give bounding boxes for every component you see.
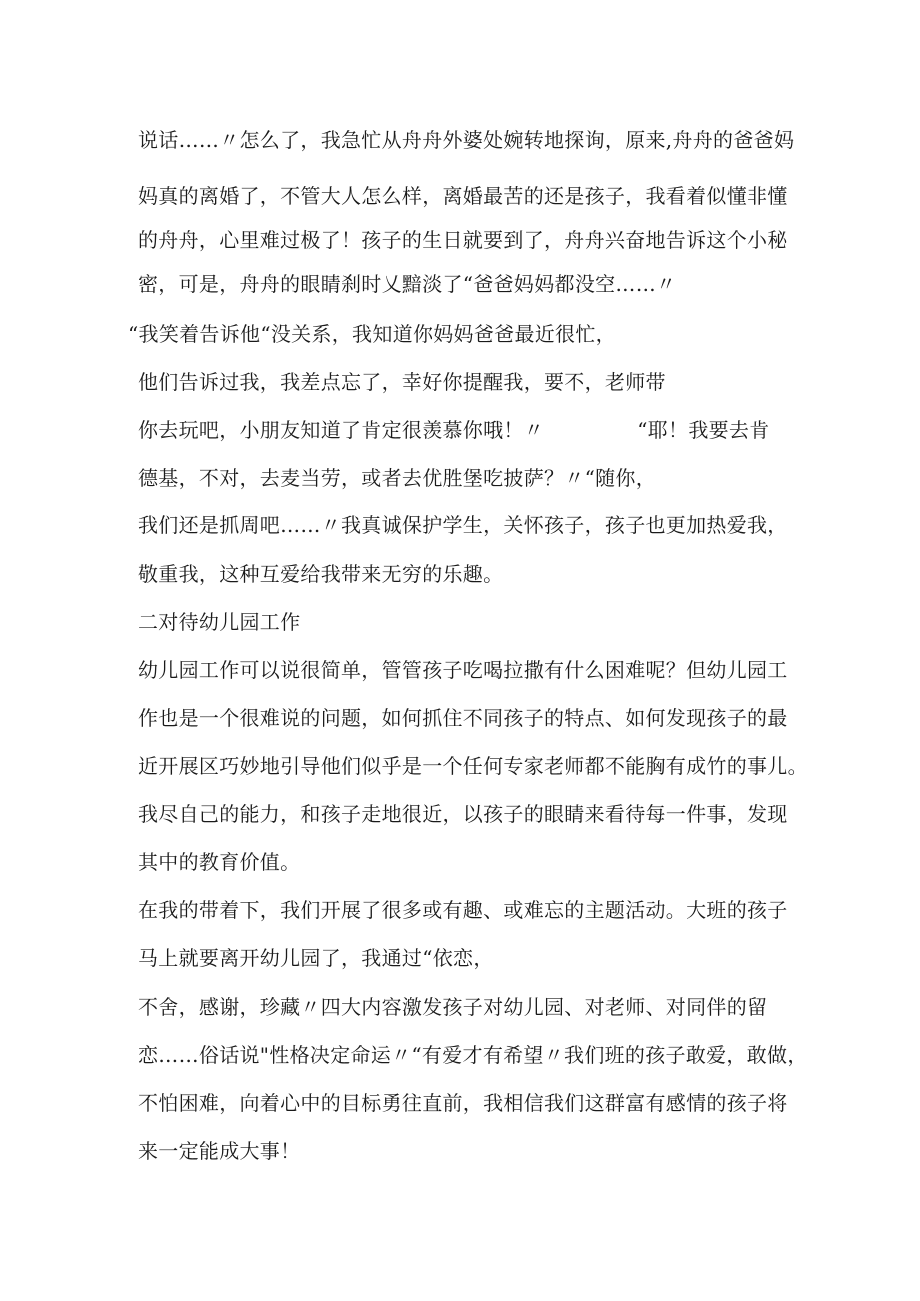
text-line-14: 近开展区巧妙地引导他们似乎是一个任何专家老师都不能胸有成竹的事儿。 [138, 754, 808, 778]
text-line-7: 你去玩吧，小朋友知道了肯定很羡慕你哦！〃 “耶！我要去肯 [138, 418, 770, 442]
text-line-21: 不怕困难，向着心中的目标勇往直前，我相信我们这群富有感情的孩子将 [138, 1091, 788, 1115]
text-line-6: 他们告诉过我，我差点忘了，幸好你提醒我，要不，老师带 [138, 370, 666, 394]
text-line-3: 的舟舟，心里难过极了！孩子的生日就要到了，舟舟兴奋地告诉这个小秘 [138, 228, 788, 252]
text-line-22: 来一定能成大事！ [138, 1139, 301, 1163]
section-heading: 二对待幼儿园工作 [138, 610, 301, 634]
text-line-9: 我们还是抓周吧……〃我真诚保护学生，关怀孩子，孩子也更加热爱我， [138, 513, 788, 537]
text-line-8: 德基，不对，去麦当劳，或者去优胜堡吃披萨？〃“随你， [138, 466, 657, 490]
text-line-1: 说话……〃怎么了，我急忙从舟舟外婆处婉转地探询，原来,舟舟的爸爸妈 [138, 128, 795, 152]
text-line-4: 密，可是，舟舟的眼睛刹时乂黯淡了“爸爸妈妈都没空……〃 [138, 272, 677, 296]
text-line-15: 我尽自己的能力，和孩子走地很近，以孩子的眼睛来看待每一件事，发现 [138, 802, 788, 826]
text-line-18: 马上就要离开幼儿园了，我通过“依恋， [138, 946, 494, 970]
text-line-20: 恋……俗话说"性格决定命运〃“有爱才有希望〃我们班的孩子敢爱，敢做， [138, 1043, 808, 1067]
text-line-17: 在我的带着下，我们开展了很多或有趣、或难忘的主题活动。大班的孩子 [138, 898, 788, 922]
text-line-12: 幼儿园工作可以说很简单，管管孩子吃喝拉撒有什么困难呢？但幼儿园工 [138, 658, 788, 682]
text-line-16: 其中的教育价值。 [138, 850, 301, 874]
text-line-10: 敬重我，这种互爱给我带来无穷的乐趣。 [138, 562, 504, 586]
text-line-5: “我笑着告诉他“没关系，我知道你妈妈爸爸最近很忙， [128, 322, 616, 346]
text-line-13: 作也是一个很难说的问题，如何抓住不同孩子的特点、如何发现孩子的最 [138, 706, 788, 730]
text-line-19: 不舍，感谢，珍藏〃四大内容激发孩子对幼儿园、对老师、对同伴的留 [138, 995, 768, 1019]
text-line-2: 妈真的离婚了，不管大人怎么样，离婚最苦的还是孩子，我看着似懂非懂 [138, 184, 788, 208]
